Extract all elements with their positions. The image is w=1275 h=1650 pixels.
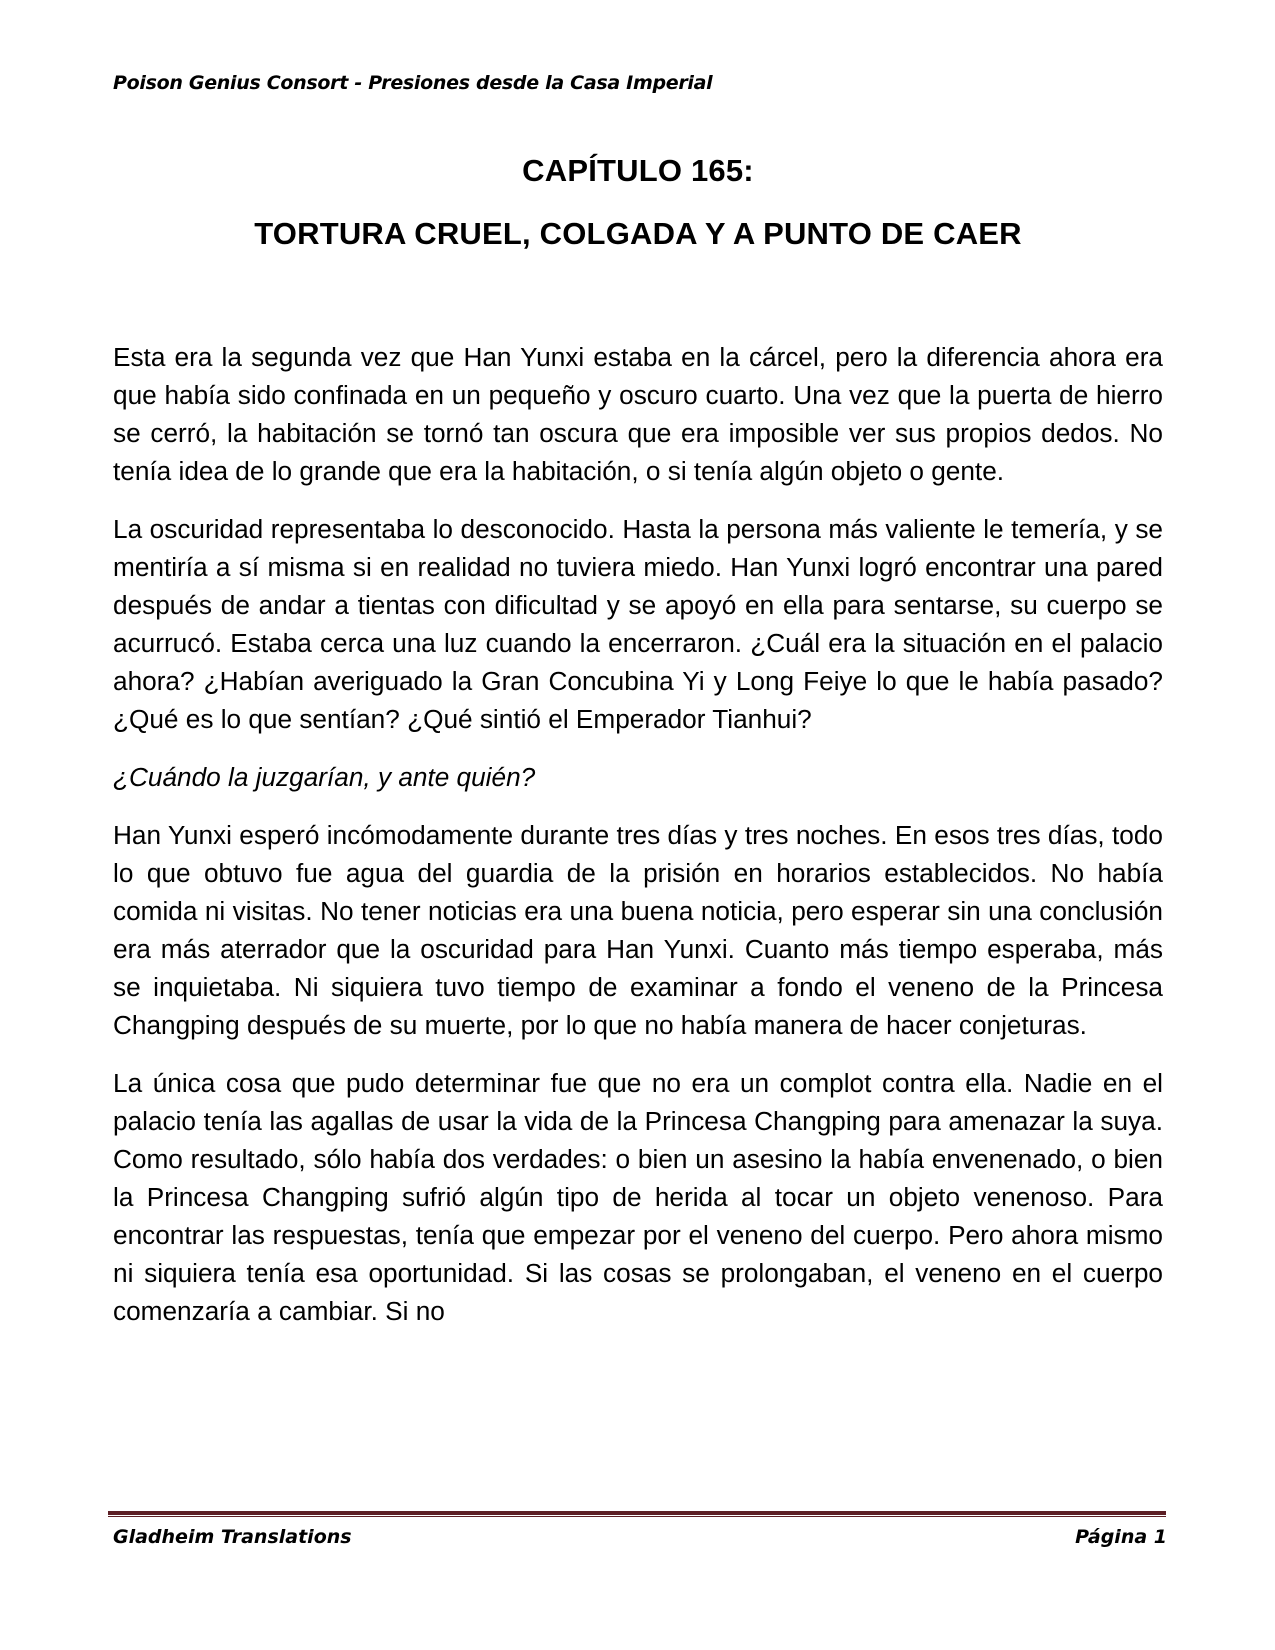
paragraph: La única cosa que pudo determinar fue que no era un complot contra ella. Nadie en el palacio tenía las agallas de usar la vida de la Princesa Changping para amenazar la suya. Como resultado, sólo había dos verdades: o bien un asesino la había envenenado, o bien la Princesa Changping sufrió algún tipo de herida al tocar un objeto venenoso. Para encontrar las respuestas, tenía que empezar por el veneno del cuerpo. Pero ahora mismo ni siquiera tenía esa oportunidad. Si las cosas se prolongaban, el veneno en el cuerpo comenzaría a cambiar. Si no: [113, 1068, 1163, 1326]
footer-divider: [108, 1511, 1166, 1517]
paragraph: Han Yunxi esperó incómodamente durante tres días y tres noches. En esos tres días, todo lo que obtuvo fue agua del guardia de la prisión en horarios establecidos. No había comida ni visitas. No tener noticias era una buena noticia, pero esperar sin una conclusión era más aterrador que la oscuridad para Han Yunxi. Cuanto más tiempo esperaba, más se inquietaba. Ni siquiera tuvo tiempo de examinar a fondo el veneno de la Princesa Changping después de su muerte, por lo que no había manera de hacer conjeturas.: [113, 820, 1163, 1040]
chapter-number: CAPÍTULO 165:: [522, 153, 754, 188]
footer-publisher: Gladheim Translations: [113, 1526, 352, 1548]
running-header: Poison Genius Consort - Presiones desde la Casa Imperial: [113, 72, 713, 94]
chapter-body: [113, 338, 1163, 1350]
paragraph: La oscuridad representaba lo desconocido. Hasta la persona más valiente le temería, y se mentiría a sí misma si en realidad no tuviera miedo. Han Yunxi logró encontrar una pared después de andar a tientas con dificultad y se apoyó en ella para sentarse, su cuerpo se acurrucó. Estaba cerca una luz cuando la encerraron. ¿Cuál era la situación en el palacio ahora? ¿Habían averiguado la Gran Concubina Yi y Long Feiye lo que le había pasado? ¿Qué es lo que sentían? ¿Qué sintió el Emperador Tianhui?: [113, 514, 1163, 734]
paragraph: Esta era la segunda vez que Han Yunxi estaba en la cárcel, pero la diferencia ahora era que había sido confinada en un pequeño y oscuro cuarto. Una vez que la puerta de hierro se cerró, la habitación se tornó tan oscura que era imposible ver sus propios dedos. No tenía idea de lo grande que era la habitación, o si tenía algún objeto o gente.: [113, 342, 1163, 486]
chapter-title: TORTURA CRUEL, COLGADA Y A PUNTO DE CAER: [254, 216, 1022, 251]
page-number: Página 1: [1075, 1526, 1167, 1548]
paragraph-italic: ¿Cuándo la juzgarían, y ante quién?: [113, 762, 536, 792]
